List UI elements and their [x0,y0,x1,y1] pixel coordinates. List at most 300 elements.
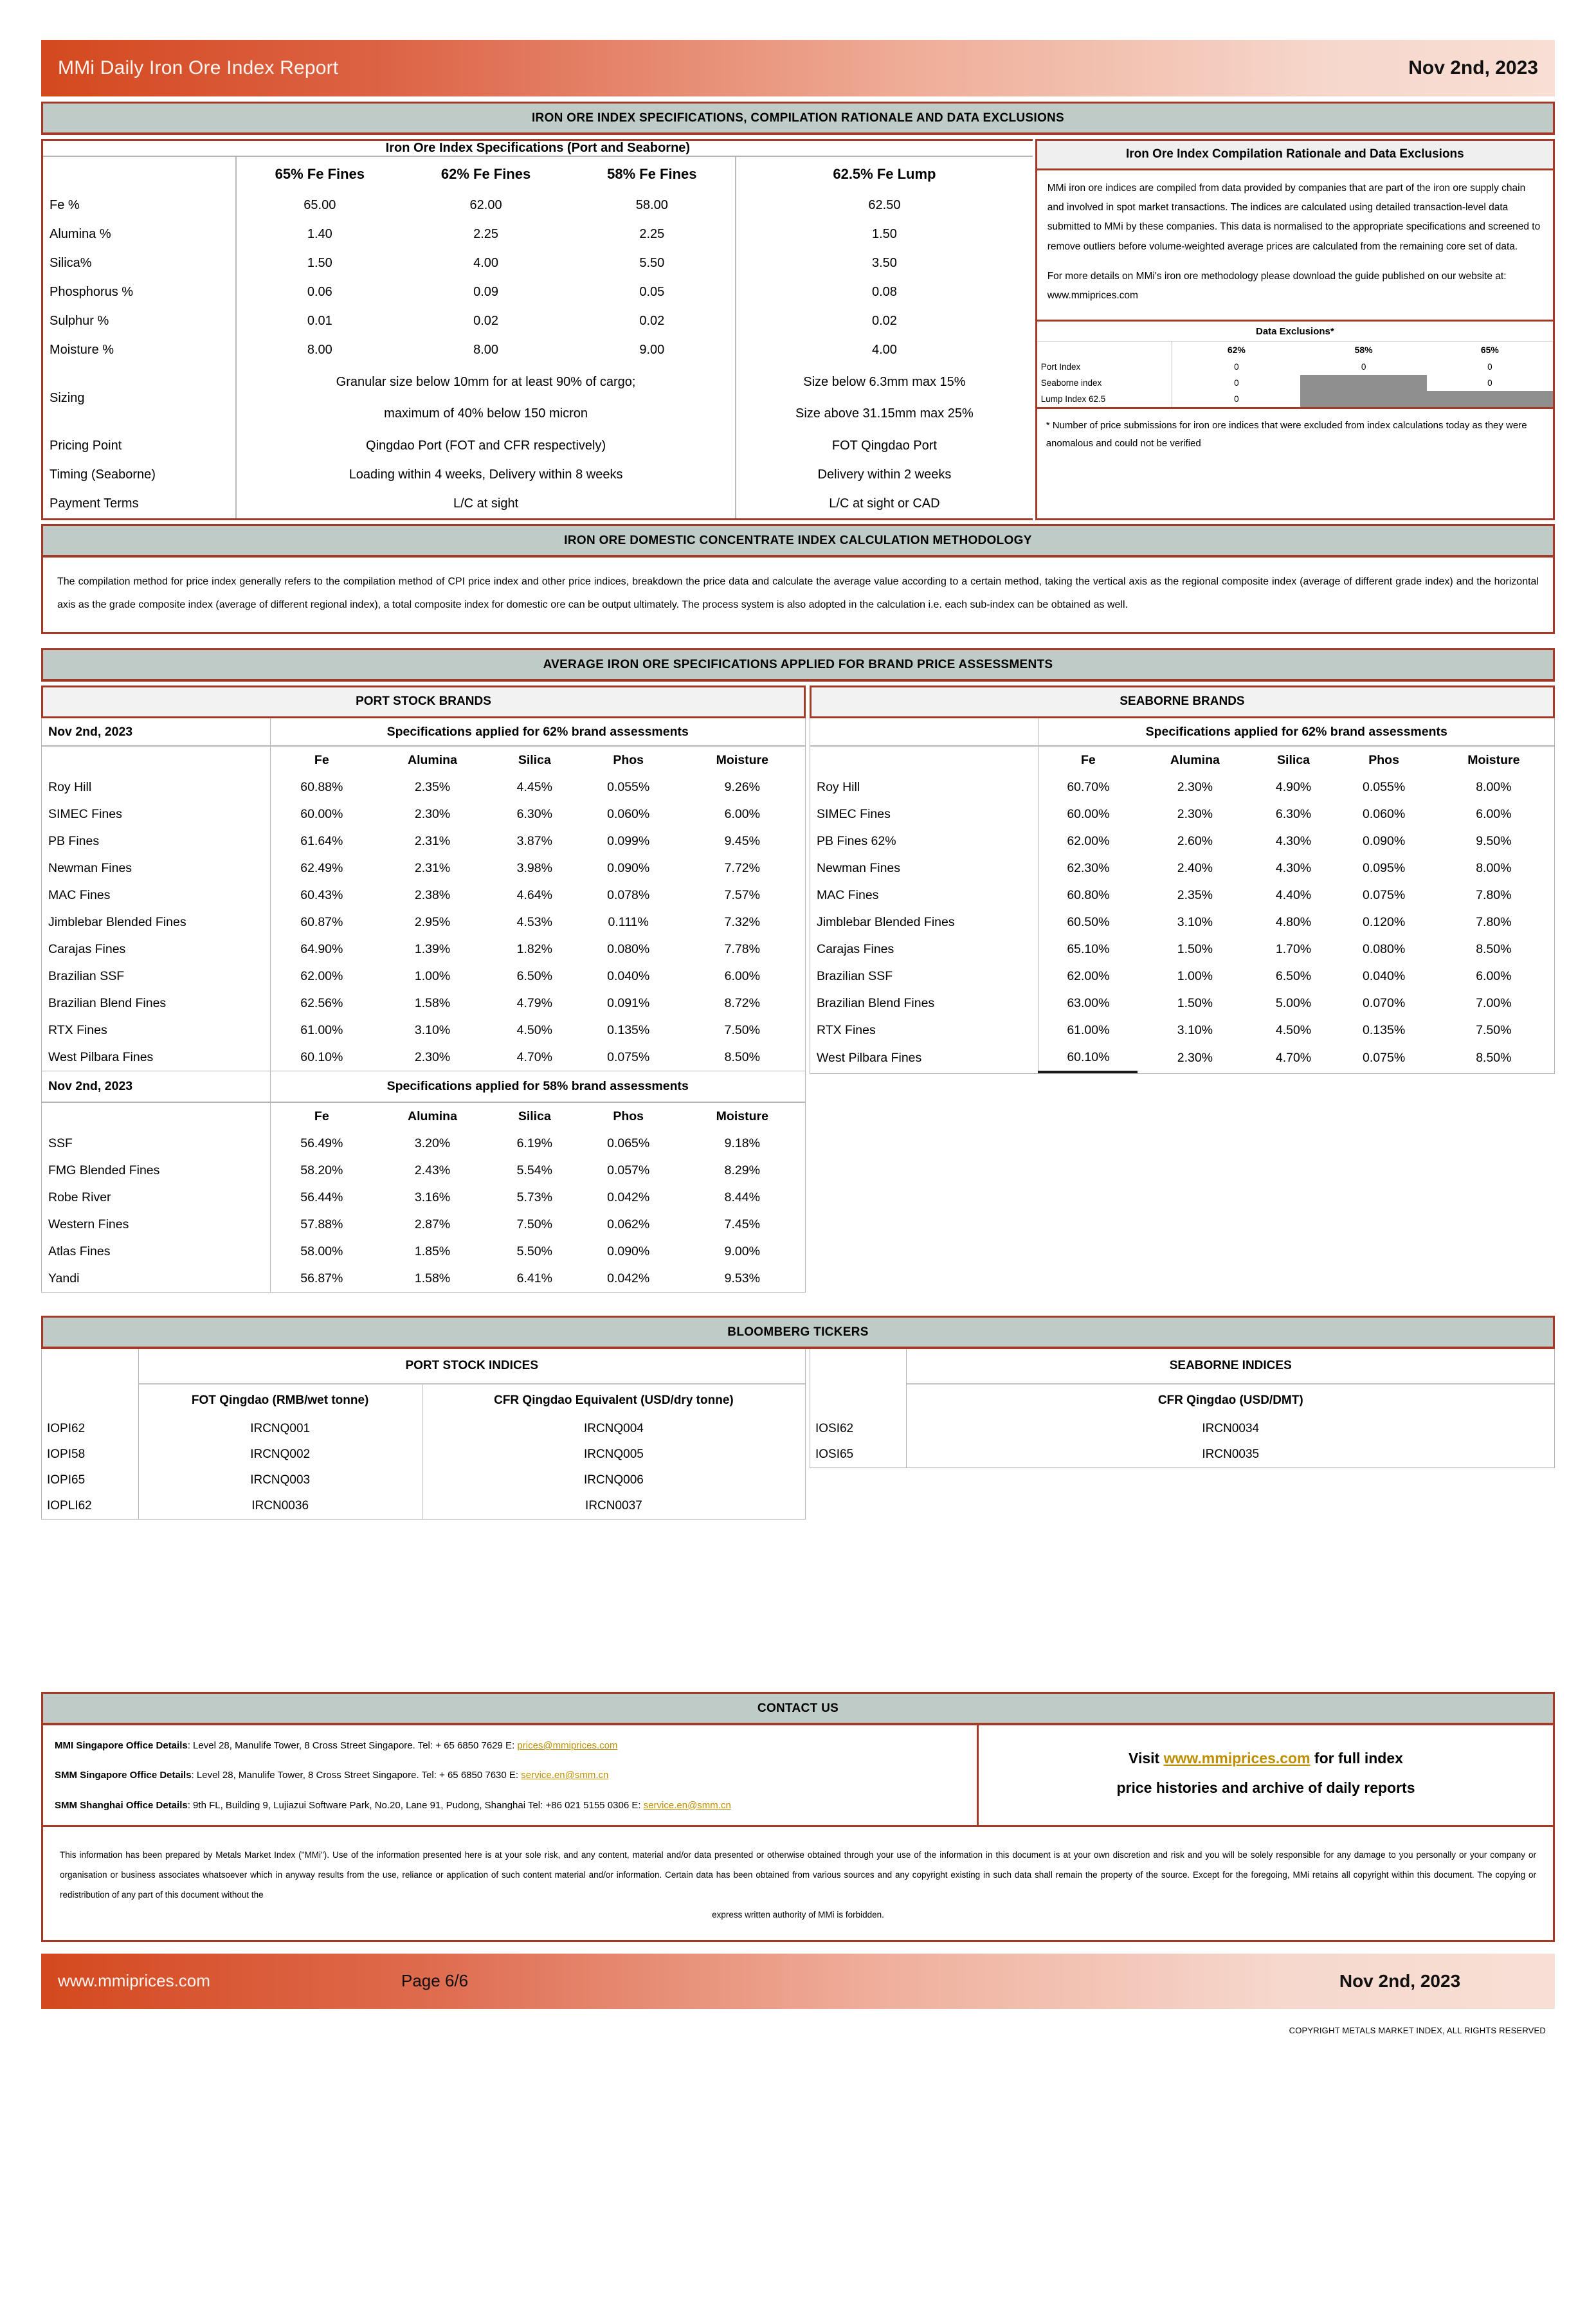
footer-website: www.mmiprices.com [58,1971,210,1991]
cell-moisture: 8.00% [1476,779,1512,794]
email-link-smm-singapore[interactable]: service.en@smm.cn [521,1770,609,1781]
contact-visit [979,1725,1553,1825]
port-indices-col1: FOT Qingdao (RMB/wet tonne) [138,1384,422,1416]
spec-col-65: 65% Fe Fines [236,156,403,191]
port-58-spec-label: Specifications applied for 58% brand assessments [270,1071,805,1103]
report-title: MMi Daily Iron Ore Index Report [58,57,339,78]
cell-silica: 4.80% [1275,914,1312,929]
cell-fe: 62.00% [1067,833,1110,848]
brand-name: Jimblebar Blended Fines [42,909,270,936]
footer-copyright: COPYRIGHT METALS MARKET INDEX, ALL RIGHTS RESERVED [1289,2025,1546,2035]
cell-moisture: 7.32% [724,914,760,929]
cell-alumina: 2.30% [1177,779,1213,794]
cell-silica: 4.30% [1275,860,1312,875]
cell-moisture: 8.50% [724,1049,760,1064]
spec-row-moisture [43,336,1033,365]
seaborne-indices-subheader-row [810,1384,1554,1416]
cell-alumina: 2.43% [414,1163,451,1177]
spec-row-label: Alumina % [50,227,111,241]
cell-fe: 62.00% [1067,968,1110,983]
port-stock-brands-column [41,685,806,1293]
section-banner-methodology: IRON ORE DOMESTIC CONCENTRATE INDEX CALCULATION METHODOLOGY [41,524,1555,558]
exclusions-cell: 0 [1361,362,1366,372]
rationale-body [1037,170,1553,320]
cell-fe: 61.64% [300,833,343,848]
cell-fe: 61.00% [300,1022,343,1037]
spec-cell: 0.01 [236,307,403,336]
specifications-block [41,139,1555,520]
cell-silica: 3.87% [516,833,552,848]
col-header-fe: Fe [1081,752,1096,767]
report-masthead [41,40,1555,96]
table-row [810,774,1554,801]
brand-name: PB Fines 62% [810,828,1038,855]
cell-moisture: 8.50% [1476,941,1512,956]
cell-phos: 0.120% [1363,914,1406,929]
cell-silica: 5.54% [516,1163,552,1177]
cell-alumina: 2.30% [414,806,451,821]
table-row [810,1044,1554,1072]
seaborne-indices-table [810,1349,1555,1468]
exclusions-col-65: 65% [1480,345,1499,356]
brand-name: Roy Hill [810,774,1038,801]
exclusions-row-seaborne [1037,375,1553,391]
cell-phos: 0.075% [607,1049,650,1064]
ticker-cfr: IRCN0037 [585,1499,642,1512]
report-date: Nov 2nd, 2023 [1408,57,1538,78]
office-details: : Level 28, Manulife Tower, 8 Cross Street Singapore. Tel: + 65 6850 7629 E: [187,1740,518,1751]
office-details: : Level 28, Manulife Tower, 8 Cross Street Singapore. Tel: + 65 6850 7630 E: [191,1770,521,1781]
cell-alumina: 2.31% [414,833,451,848]
visit-prefix: Visit [1129,1750,1164,1766]
bloomberg-tables-wrap [41,1349,1555,1520]
cell-phos: 0.090% [1363,833,1406,848]
col-header-moisture: Moisture [716,752,768,767]
cell-phos: 0.090% [607,860,650,875]
exclusions-col-58: 58% [1354,345,1373,356]
section-banner-brand-specs: AVERAGE IRON ORE SPECIFICATIONS APPLIED FOR BRAND PRICE ASSESSMENTS [41,648,1555,682]
spec-sizing-lump-line1: Size below 6.3mm max 15% [803,375,966,389]
cell-phos: 0.065% [607,1136,650,1150]
port-62-spec-label: Specifications applied for 62% brand assessments [270,718,805,746]
cell-fe: 56.87% [300,1271,343,1285]
cell-silica: 7.50% [516,1217,552,1231]
cell-phos: 0.078% [607,887,650,902]
spec-cell: 62.50 [736,191,1033,220]
ticker-cfr: IRCNQ005 [583,1448,644,1461]
table-row [42,882,805,909]
cell-phos: 0.099% [607,833,650,848]
brand-name: Newman Fines [810,855,1038,882]
col-header-silica: Silica [518,752,551,767]
spec-cell: Delivery within 2 weeks [736,460,1033,489]
cell-alumina: 1.00% [414,968,451,983]
cell-fe: 60.00% [1067,806,1110,821]
table-row [42,1238,805,1265]
ticker-fot: IRCNQ002 [138,1442,422,1467]
cell-alumina: 3.16% [414,1190,451,1204]
visit-line-1 [995,1743,1536,1773]
table-row [42,1017,805,1044]
rationale-paragraph-2: For more details on MMi's iron ore methodology please download the guide published on our website at: www.mmiprices.com [1047,270,1507,302]
port-62-header-row [42,746,805,774]
spec-cell: 4.00 [473,256,499,270]
spec-cell: 3.50 [736,249,1033,278]
cell-fe: 60.00% [300,806,343,821]
spec-row-fe [43,191,1033,220]
disclaimer-body-last: express written authority of MMi is forbidden. [712,1909,884,1920]
table-row [42,909,805,936]
email-link-smm-shanghai[interactable]: service.en@smm.cn [643,1799,731,1811]
ticker-cfr: IRCN0035 [1202,1448,1260,1461]
cell-silica: 4.53% [516,914,552,929]
brand-name: West Pilbara Fines [810,1044,1038,1072]
exclusions-row-label: Seaborne index [1037,375,1172,391]
spec-cell: 58.00 [635,198,668,212]
spec-sizing-fines-line1: Granular size below 10mm for at least 90% of cargo; [336,375,636,389]
visit-line-2: price histories and archive of daily reports [1116,1779,1415,1796]
col-header-moisture: Moisture [680,1102,805,1130]
brand-name: RTX Fines [42,1017,270,1044]
cell-moisture: 7.45% [724,1217,760,1231]
cell-fe: 62.00% [300,968,343,983]
cell-moisture: 9.18% [724,1136,760,1150]
brand-name: MAC Fines [42,882,270,909]
table-row [42,801,805,828]
brand-tables-wrap [41,685,1555,1293]
table-row [42,1467,805,1493]
cell-silica: 4.90% [1275,779,1312,794]
spec-row-sizing [43,365,1033,431]
col-header-phos: Phos [1368,752,1399,767]
table-row [42,990,805,1017]
ticker-cfr: IRCNQ004 [583,1422,644,1435]
brand-name: SSF [42,1130,270,1157]
contact-line-smm-shanghai [55,1799,965,1812]
table-row [810,801,1554,828]
cell-alumina: 1.50% [1177,995,1213,1010]
cell-alumina: 2.30% [1177,806,1213,821]
cell-alumina: 2.38% [414,887,451,902]
table-row [810,936,1554,963]
rationale-title: Iron Ore Index Compilation Rationale and Data Exclusions [1037,141,1553,170]
spec-cell: FOT Qingdao Port [736,431,1033,460]
ticker-id: IOPI65 [42,1467,138,1493]
brand-name: Newman Fines [42,855,270,882]
spec-row-label: Sulphur % [50,314,109,328]
cell-phos: 0.070% [1363,995,1406,1010]
table-row [810,828,1554,855]
cell-fe: 62.30% [1067,860,1110,875]
cell-silica: 6.30% [1275,806,1312,821]
spec-row-label: Phosphorus % [50,285,134,299]
brand-name: SIMEC Fines [42,801,270,828]
table-row [42,963,805,990]
spec-table-title: Iron Ore Index Specifications (Port and Seaborne) [43,141,1033,156]
cell-phos: 0.060% [1363,806,1406,821]
cell-alumina: 3.10% [414,1022,451,1037]
spec-row-label: Sizing [50,390,85,405]
cell-fe: 60.88% [300,779,343,794]
cell-moisture: 9.45% [724,833,760,848]
spec-cell: 1.50 [736,220,1033,249]
col-header-fe: Fe [270,1102,373,1130]
cell-phos: 0.040% [1363,968,1406,983]
cell-alumina: 1.58% [414,1271,451,1285]
brand-name: West Pilbara Fines [42,1044,270,1071]
cell-alumina: 2.35% [414,779,451,794]
exclusions-title: Data Exclusions* [1037,322,1553,341]
cell-alumina: 3.10% [1177,914,1213,929]
cell-moisture: 8.72% [724,995,760,1010]
cell-silica: 4.40% [1275,887,1312,902]
spec-row-phosphorus [43,278,1033,307]
cell-fe: 57.88% [300,1217,343,1231]
ticker-fot: IRCN0036 [138,1493,422,1519]
cell-fe: 58.00% [300,1244,343,1258]
cell-fe: 63.00% [1067,995,1110,1010]
cell-phos: 0.060% [607,806,650,821]
brand-name: Brazilian SSF [42,963,270,990]
spec-row-timing [43,460,1033,489]
ticker-id: IOPI58 [42,1442,138,1467]
spec-sizing-lump [736,365,1033,431]
cell-alumina: 2.95% [414,914,451,929]
cell-moisture: 8.50% [1476,1050,1512,1065]
exclusions-row-label: Port Index [1037,359,1172,375]
seaborne-62-date-spacer [810,718,1038,746]
cell-alumina: 2.35% [1177,887,1213,902]
seaborne-62-table [810,718,1555,1074]
port-62-date-label: Nov 2nd, 2023 [42,718,270,746]
ticker-id: IOSI65 [810,1442,907,1467]
brand-name: Brazilian Blend Fines [42,990,270,1017]
brand-name: Robe River [42,1184,270,1211]
table-row [42,828,805,855]
cell-silica: 5.50% [516,1244,552,1258]
email-link-mmi-singapore[interactable]: prices@mmiprices.com [517,1740,618,1751]
spec-sizing-fines-line2: maximum of 40% below 150 micron [384,406,588,421]
exclusions-cell-shaded [1300,375,1426,391]
port-indices-col2: CFR Qingdao Equivalent (USD/dry tonne) [494,1394,734,1407]
cell-silica: 4.50% [516,1022,552,1037]
cell-silica: 4.70% [516,1049,552,1064]
ticker-id: IOPLI62 [42,1493,138,1519]
cell-phos: 0.080% [607,941,650,956]
cell-moisture: 7.57% [724,887,760,902]
port-indices-subheader-row [42,1384,805,1416]
cell-silica: 5.73% [516,1190,552,1204]
port-indices-group-title: PORT STOCK INDICES [138,1349,805,1384]
spec-sizing-fines [236,365,736,431]
website-link[interactable]: www.mmiprices.com [1163,1750,1310,1766]
cell-fe: 60.80% [1067,887,1110,902]
exclusions-cell: 0 [1234,362,1239,372]
cell-silica: 4.50% [1275,1022,1312,1037]
cell-phos: 0.057% [607,1163,650,1177]
cell-moisture: 7.72% [724,860,760,875]
disclaimer-panel [41,1827,1555,1942]
port-indices-group-row [42,1349,805,1384]
spec-cell: 2.25 [639,227,665,241]
cell-silica: 1.70% [1275,941,1312,956]
cell-moisture: 6.00% [1476,806,1512,821]
cell-silica: 6.30% [516,806,552,821]
port-stock-brands-title: PORT STOCK BRANDS [41,685,806,718]
table-row [810,963,1554,990]
exclusions-footnote: * Number of price submissions for iron ore indices that were excluded from index calculations today as they were anomalous and could not be verified [1037,407,1553,462]
cell-fe: 64.90% [300,941,343,956]
section-banner-contact: CONTACT US [41,1692,1555,1725]
cell-phos: 0.075% [1363,1050,1406,1065]
exclusions-cell: 0 [1234,394,1239,404]
table-row [810,909,1554,936]
cell-moisture: 7.80% [1476,887,1512,902]
cell-alumina: 1.00% [1177,968,1213,983]
spec-row-label: Payment Terms [50,496,139,511]
contact-line-mmi-singapore [55,1739,965,1752]
rationale-panel [1035,139,1555,520]
ticker-cfr: IRCN0034 [1202,1422,1260,1435]
exclusions-cell: 0 [1234,378,1239,388]
data-exclusions-table [1037,320,1553,407]
office-label: MMI Singapore Office Details [55,1740,188,1751]
cell-alumina: 2.40% [1177,860,1213,875]
cell-moisture: 7.78% [724,941,760,956]
cell-alumina: 1.50% [1177,941,1213,956]
footer-date: Nov 2nd, 2023 [1339,1970,1461,1991]
cell-moisture: 7.80% [1476,914,1512,929]
cell-alumina: 2.60% [1177,833,1213,848]
brand-name: Carajas Fines [42,936,270,963]
table-row [42,1157,805,1184]
spec-cell: 0.02 [473,314,499,328]
cell-fe: 60.87% [300,914,343,929]
cell-silica: 6.19% [516,1136,552,1150]
spec-cell: 2.25 [473,227,499,241]
cell-phos: 0.075% [1363,887,1406,902]
cell-phos: 0.135% [1363,1022,1406,1037]
brand-name: Brazilian Blend Fines [810,990,1038,1017]
spec-col-58: 58% Fe Fines [607,166,697,182]
table-row [42,855,805,882]
brand-name: Atlas Fines [42,1238,270,1265]
cell-phos: 0.091% [607,995,650,1010]
ticker-fot: IRCNQ003 [138,1467,422,1493]
index-specifications-panel [41,139,1033,520]
spec-cell: L/C at sight or CAD [736,489,1033,518]
col-header-phos: Phos [577,1102,680,1130]
cell-moisture: 6.00% [724,806,760,821]
col-header-silica: Silica [492,1102,577,1130]
cell-phos: 0.135% [607,1022,650,1037]
cell-moisture: 8.00% [1476,860,1512,875]
brand-name: FMG Blended Fines [42,1157,270,1184]
table-row [42,1442,805,1467]
spec-cell: 8.00 [473,343,499,357]
cell-phos: 0.062% [607,1217,650,1231]
spec-cell: 0.09 [473,285,499,299]
table-row [42,1211,805,1238]
table-row [810,990,1554,1017]
table-row [810,1017,1554,1044]
cell-moisture: 8.29% [724,1163,760,1177]
cell-phos: 0.055% [1363,779,1406,794]
report-page [0,40,1596,2297]
cell-moisture: 7.50% [724,1022,760,1037]
port-58-header-row [42,1102,805,1130]
cell-phos: 0.042% [607,1190,650,1204]
cell-phos: 0.040% [607,968,650,983]
seaborne-62-spec-label: Specifications applied for 62% brand assessments [1038,718,1554,746]
col-header-alumina: Alumina [1170,752,1220,767]
cell-phos: 0.080% [1363,941,1406,956]
cell-moisture: 9.00% [724,1244,760,1258]
ticker-fot: IRCNQ001 [138,1416,422,1442]
brand-name: RTX Fines [810,1017,1038,1044]
spec-cell: 0.08 [736,278,1033,307]
report-footer [41,1954,1555,2009]
port-58-date-label: Nov 2nd, 2023 [42,1071,270,1103]
spec-cell: 0.02 [736,307,1033,336]
spec-row-label: Moisture % [50,343,114,357]
brand-name: Roy Hill [42,774,270,801]
spec-row-label: Silica% [50,256,92,270]
table-row [810,855,1554,882]
cell-silica: 4.30% [1275,833,1312,848]
cell-phos: 0.095% [1363,860,1406,875]
spec-row-label: Timing (Seaborne) [50,468,156,482]
exclusions-row-label: Lump Index 62.5 [1037,391,1172,407]
cell-fe: 62.56% [300,995,343,1010]
brand-name: Jimblebar Blended Fines [810,909,1038,936]
seaborne-brands-column [810,685,1555,1293]
spec-col-lump: 62.5% Fe Lump [736,156,1033,191]
seaborne-brands-title: SEABORNE BRANDS [810,685,1555,718]
cell-moisture: 9.26% [724,779,760,794]
visit-suffix: for full index [1310,1750,1403,1766]
seaborne-62-header-row [810,746,1554,774]
cell-alumina: 2.30% [1177,1050,1213,1065]
cell-silica: 6.41% [516,1271,552,1285]
table-row [42,1416,805,1442]
seaborne-62-title-row [810,718,1554,746]
ticker-cfr: IRCNQ006 [583,1473,644,1487]
seaborne-indices-col: CFR Qingdao (USD/DMT) [1157,1394,1303,1407]
cell-moisture: 8.44% [724,1190,760,1204]
cell-fe: 61.00% [1067,1022,1110,1037]
cell-phos: 0.055% [607,779,650,794]
cell-silica: 4.79% [516,995,552,1010]
table-row [42,1184,805,1211]
cell-alumina: 1.85% [414,1244,451,1258]
cell-fe: 62.49% [300,860,343,875]
brand-name: Brazilian SSF [810,963,1038,990]
col-header-phos: Phos [613,752,644,767]
exclusions-row-lump [1037,391,1553,407]
cell-alumina: 3.10% [1177,1022,1213,1037]
footer-page-number: Page 6/6 [401,1971,469,1991]
office-details: : 9th FL, Building 9, Lujiazui Software Park, No.20, Lane 91, Pudong, Shanghai Tel: +86 021 5155 0306 E: [187,1799,644,1811]
cell-fe: 65.10% [1067,941,1110,956]
seaborne-indices-group-title: SEABORNE INDICES [907,1349,1554,1384]
table-row [42,936,805,963]
brand-name: PB Fines [42,828,270,855]
office-label: SMM Shanghai Office Details [55,1799,188,1811]
cell-silica: 6.50% [516,968,552,983]
exclusions-cell-shaded [1300,391,1426,407]
cell-alumina: 2.87% [414,1217,451,1231]
